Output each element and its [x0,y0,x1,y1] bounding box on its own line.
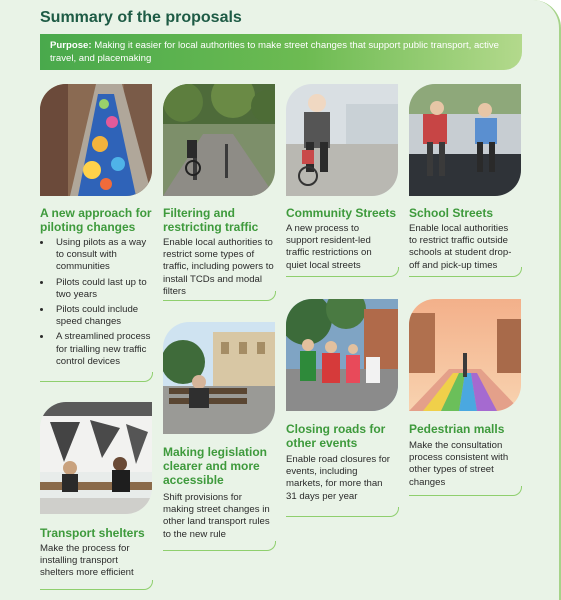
legislation-divider [163,541,276,551]
closing-divider [286,507,399,517]
purpose-banner [40,34,522,70]
community-title: Community Streets [286,206,397,220]
legislation-text: Shift provisions for making street changes in other land transport rules to the new rule [163,492,270,540]
pilot-bullets [40,237,152,371]
shelters-divider [40,580,153,590]
school-divider [409,267,522,277]
shelters-text: Make the process for installing transport shelters more efficient [40,543,134,579]
closing-text: Enable road closures for events, including markets, for more than 31 days per year [286,454,390,502]
pilot-photo [40,84,152,196]
legislation-photo [163,322,275,434]
community-photo [286,84,398,196]
pilot-bullet: • Pilots could include speed changes [52,304,152,328]
pilot-divider [40,372,153,382]
filtering-photo [163,84,275,196]
school-text: Enable local authorities to restrict traffic outside schools at student drop-off and pick-up times [409,223,512,271]
malls-text: Make the consultation process consistent with other types of street changes [409,440,509,488]
pilot-bullet: • A streamlined process for trialling new traffic control devices [52,331,152,368]
filtering-title: Filtering and restricting traffic [163,206,259,234]
pilot-title: A new approach for piloting changes [40,206,152,234]
filtering-text: Enable local authorities to restrict some types of traffic, including powers to install TCDs and modal filters [163,237,274,297]
purpose-text: Making it easier for local authorities to make street changes that support public transport, active travel, and placemaking [50,40,500,64]
community-text: A new process to support resident-led traffic restrictions on quiet local streets [286,223,372,271]
shelters-title: Transport shelters [40,526,145,540]
malls-photo [409,299,521,411]
school-photo [409,84,521,196]
page-title: Summary of the proposals [40,9,242,26]
malls-title: Pedestrian malls [409,422,505,436]
pilot-bullet: • Pilots could last up to two years [52,277,152,301]
filtering-divider [163,291,276,301]
malls-divider [409,486,522,496]
closing-title: Closing roads for other events [286,422,386,450]
legislation-title: Making legislation clearer and more accessible [163,445,268,487]
pilot-bullet: • Using pilots as a way to consult with communities [52,237,152,274]
school-title: School Streets [409,206,494,220]
closing-photo [286,299,398,411]
purpose-label: Purpose: [50,40,92,51]
community-divider [286,267,399,277]
shelters-photo [40,402,152,514]
